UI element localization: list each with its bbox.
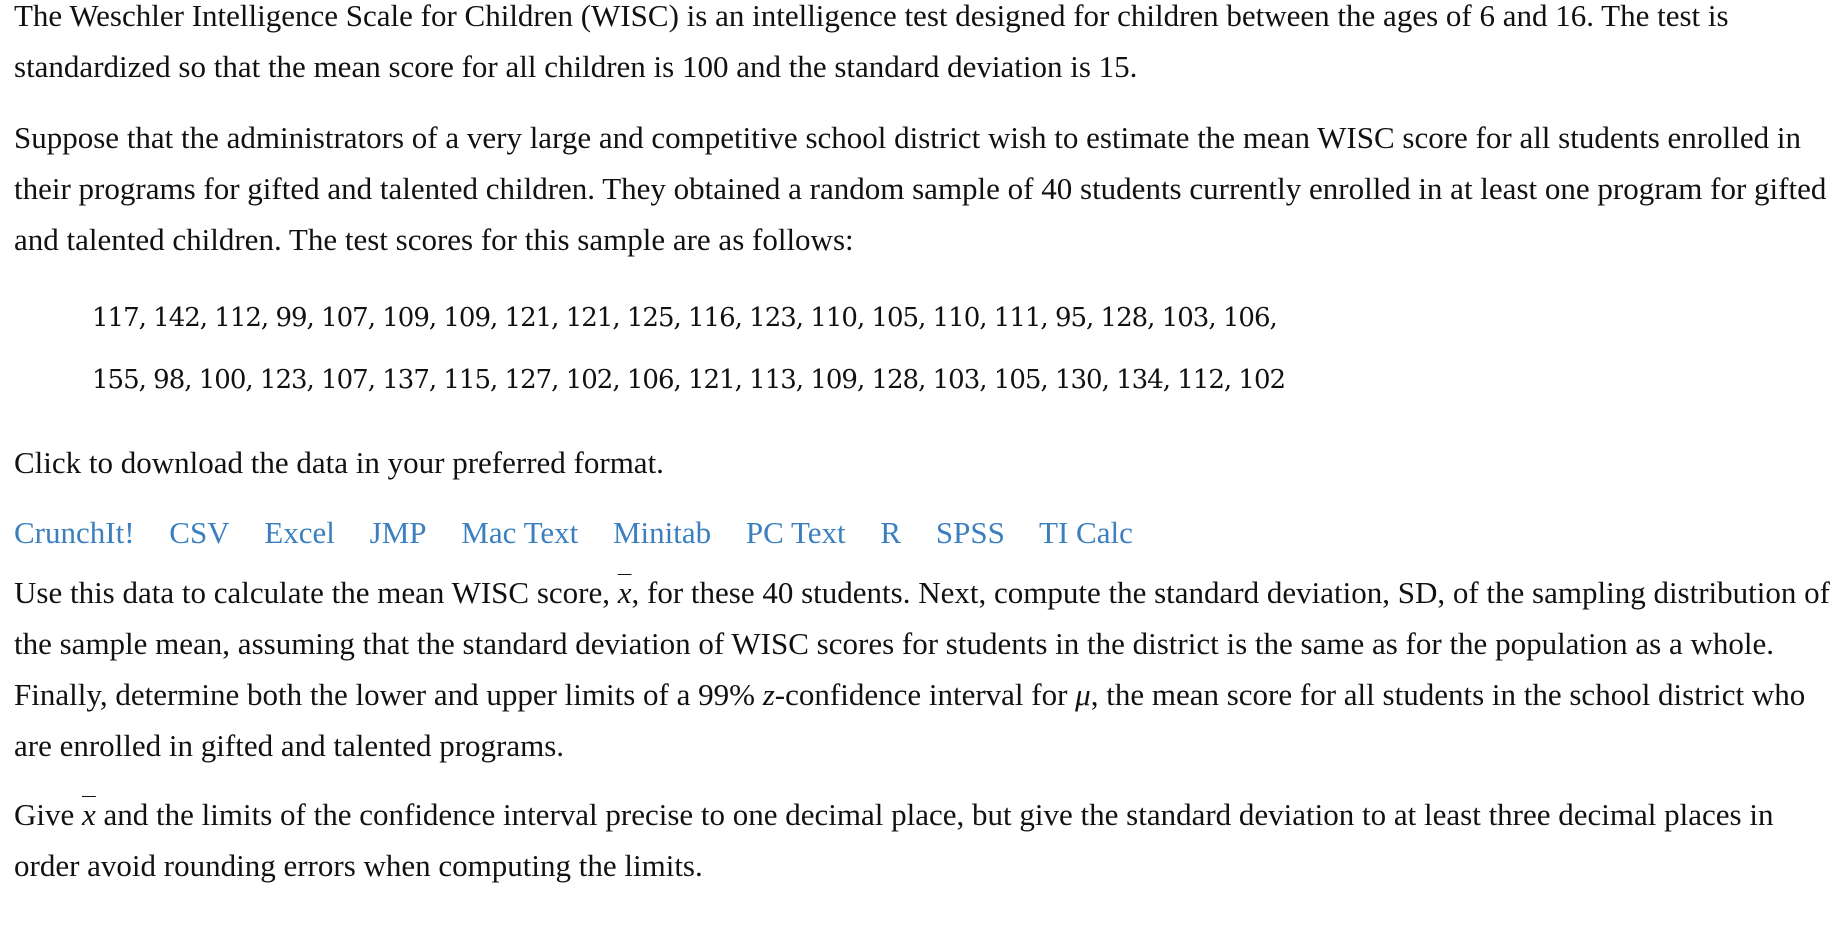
download-prompt: Click to download the data in your preferred format. bbox=[14, 445, 664, 480]
score-data-row-1: 117, 142, 112, 99, 107, 109, 109, 121, 121, 125, 116, 123, 110, 105, 110, 111, 95, 128, 103, 106, bbox=[92, 303, 1277, 333]
instructions-paragraph bbox=[14, 567, 1838, 771]
csv-download-link[interactable]: CSV bbox=[169, 515, 230, 550]
instructions-text-part-1: Use this data to calculate the mean WISC score, bbox=[14, 575, 618, 610]
precision-sample-mean-symbol: $\overline{x}$ bbox=[82, 797, 96, 832]
crunchit-download-link[interactable]: CrunchIt! bbox=[14, 515, 135, 550]
instructions-text-part-2: , for these 40 students. Next, compute the standard deviation, SD, of the sampling distribution of the sample mean, assuming that the standard deviation of WISC scores for students in the district is the same as for the population as a whole. Finally, determine both the lower and upper limits of a 99% bbox=[14, 575, 1830, 712]
precision-text-part-2: and the limits of the confidence interval precise to one decimal place, but give the standard deviation to at least three decimal places in order avoid rounding errors when computing the limits. bbox=[14, 797, 1774, 883]
precision-text-part-1: Give bbox=[14, 797, 83, 832]
ti-calc-download-link[interactable]: TI Calc bbox=[1039, 515, 1133, 550]
instructions-text-part-4: , the mean score for all students in the school district who are enrolled in gifted and talented programs. bbox=[14, 677, 1806, 763]
spss-download-link[interactable]: SPSS bbox=[935, 515, 1005, 550]
sample-paragraph: Suppose that the administrators of a very large and competitive school district wish to estimate the mean WISC score for all students enrolled in their programs for gifted and talented children. They obtained a random sample of 40 students currently enrolled in at least one program for gifted and talented children. The test scores for this sample are as follows: bbox=[14, 120, 1827, 257]
score-data-row-2: 155, 98, 100, 123, 107, 137, 115, 127, 102, 106, 121, 113, 109, 128, 103, 105, 130, 134, 112, 102 bbox=[92, 365, 1286, 395]
pc-text-download-link[interactable]: PC Text bbox=[745, 515, 846, 550]
minitab-download-link[interactable]: Minitab bbox=[612, 515, 712, 550]
download-format-links bbox=[14, 505, 1838, 561]
mac-text-download-link[interactable]: Mac Text bbox=[461, 515, 579, 550]
z-symbol: z bbox=[762, 677, 775, 712]
precision-paragraph bbox=[14, 789, 1838, 891]
score-data-block bbox=[14, 287, 1838, 411]
excel-download-link[interactable]: Excel bbox=[264, 515, 335, 550]
instructions-text-part-3: -confidence interval for bbox=[774, 677, 1076, 712]
intro-paragraph: The Weschler Intelligence Scale for Children (WISC) is an intelligence test designed for children between the ages of 6 and 16. The test is standardized so that the mean score for all children is 100 and the standard deviation is 15. bbox=[14, 0, 1729, 84]
r-download-link[interactable]: R bbox=[880, 515, 902, 550]
jmp-download-link[interactable]: JMP bbox=[369, 515, 427, 550]
sample-mean-symbol: $\overline{x}$ bbox=[617, 575, 632, 610]
mu-symbol: μ bbox=[1075, 677, 1091, 712]
